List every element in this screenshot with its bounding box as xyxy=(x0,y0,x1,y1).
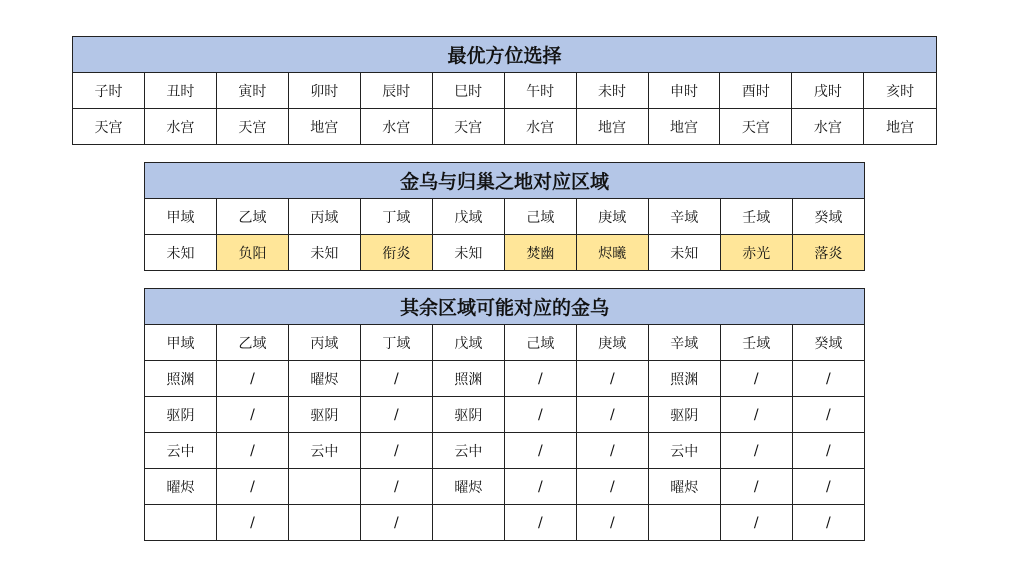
table-cell xyxy=(432,505,504,541)
region-cell: 乙域 xyxy=(216,325,288,361)
table-cell: / xyxy=(576,505,648,541)
table-cell: 曜烬 xyxy=(288,361,360,397)
table-cell: 云中 xyxy=(288,433,360,469)
table-title: 最优方位选择 xyxy=(73,37,937,73)
table-cell: / xyxy=(504,397,576,433)
table-cell: 云中 xyxy=(432,433,504,469)
region-cell: 庚域 xyxy=(576,199,648,235)
palace-cell: 水宫 xyxy=(144,109,216,145)
palace-cell: 水宫 xyxy=(504,109,576,145)
table-cell: / xyxy=(792,469,864,505)
crow-cell: 赤光 xyxy=(720,235,792,271)
crow-cell: 焚幽 xyxy=(504,235,576,271)
table-cell xyxy=(288,505,360,541)
table-cell xyxy=(145,505,217,541)
table-cell: 驱阴 xyxy=(288,397,360,433)
region-cell: 壬域 xyxy=(720,199,792,235)
table-cell: / xyxy=(504,361,576,397)
table-row xyxy=(145,505,865,541)
remaining-region-crow-table xyxy=(144,288,865,541)
region-cell: 丁域 xyxy=(360,199,432,235)
hour-cell: 辰时 xyxy=(360,73,432,109)
crow-cell: 负阳 xyxy=(216,235,288,271)
table-row xyxy=(145,397,865,433)
hour-cell: 丑时 xyxy=(144,73,216,109)
hour-cell: 子时 xyxy=(73,73,145,109)
crow-cell: 未知 xyxy=(648,235,720,271)
table-cell: / xyxy=(720,505,792,541)
table-cell: / xyxy=(216,469,288,505)
palace-cell: 地宫 xyxy=(288,109,360,145)
table-cell: / xyxy=(216,433,288,469)
table-cell: / xyxy=(792,397,864,433)
region-cell: 己域 xyxy=(504,199,576,235)
table-cell: 照渊 xyxy=(648,361,720,397)
palaces-row xyxy=(73,109,937,145)
palace-cell: 地宫 xyxy=(864,109,937,145)
hours-row xyxy=(73,73,937,109)
table-cell: / xyxy=(216,361,288,397)
table-cell: / xyxy=(216,505,288,541)
table-row xyxy=(145,433,865,469)
table-cell: / xyxy=(720,469,792,505)
table-cell: / xyxy=(720,397,792,433)
table-cell: / xyxy=(720,361,792,397)
region-cell: 己域 xyxy=(504,325,576,361)
region-cell: 庚域 xyxy=(576,325,648,361)
table-cell: / xyxy=(576,361,648,397)
table-cell: 照渊 xyxy=(145,361,217,397)
table-cell: / xyxy=(576,433,648,469)
region-cell: 癸域 xyxy=(792,325,864,361)
hour-cell: 戌时 xyxy=(792,73,864,109)
table-cell: 云中 xyxy=(145,433,217,469)
table-cell: / xyxy=(576,469,648,505)
region-cell: 丁域 xyxy=(360,325,432,361)
table-cell: 照渊 xyxy=(432,361,504,397)
crow-nest-region-table xyxy=(144,162,865,271)
hour-cell: 巳时 xyxy=(432,73,504,109)
hour-cell: 午时 xyxy=(504,73,576,109)
table-cell: 曜烬 xyxy=(432,469,504,505)
table-cell: / xyxy=(216,397,288,433)
table-cell: / xyxy=(360,505,432,541)
table-cell: / xyxy=(792,361,864,397)
table-cell xyxy=(288,469,360,505)
table-cell: / xyxy=(504,469,576,505)
crow-cell: 落炎 xyxy=(792,235,864,271)
region-cell: 壬域 xyxy=(720,325,792,361)
region-cell: 丙域 xyxy=(288,199,360,235)
table-cell: / xyxy=(504,505,576,541)
hour-cell: 卯时 xyxy=(288,73,360,109)
hour-cell: 酉时 xyxy=(720,73,792,109)
palace-cell: 水宫 xyxy=(360,109,432,145)
hour-cell: 未时 xyxy=(576,73,648,109)
palace-cell: 地宫 xyxy=(648,109,720,145)
palace-cell: 天宫 xyxy=(73,109,145,145)
region-cell: 丙域 xyxy=(288,325,360,361)
optimal-direction-table xyxy=(72,36,937,145)
table-cell: / xyxy=(360,397,432,433)
region-cell: 癸域 xyxy=(792,199,864,235)
table-row xyxy=(145,469,865,505)
table-cell: 曜烬 xyxy=(648,469,720,505)
palace-cell: 天宫 xyxy=(432,109,504,145)
table-title: 其余区域可能对应的金乌 xyxy=(145,289,865,325)
hour-cell: 申时 xyxy=(648,73,720,109)
palace-cell: 水宫 xyxy=(792,109,864,145)
palace-cell: 地宫 xyxy=(576,109,648,145)
region-cell: 戊域 xyxy=(432,199,504,235)
table-cell: / xyxy=(360,361,432,397)
table-cell: / xyxy=(504,433,576,469)
region-cell: 甲域 xyxy=(145,325,217,361)
table-cell: / xyxy=(360,433,432,469)
crow-cell: 衔炎 xyxy=(360,235,432,271)
region-cell: 辛域 xyxy=(648,199,720,235)
palace-cell: 天宫 xyxy=(720,109,792,145)
hour-cell: 寅时 xyxy=(216,73,288,109)
regions-row xyxy=(145,199,865,235)
palace-cell: 天宫 xyxy=(216,109,288,145)
region-cell: 辛域 xyxy=(648,325,720,361)
regions-row xyxy=(145,325,865,361)
hour-cell: 亥时 xyxy=(864,73,937,109)
region-cell: 甲域 xyxy=(145,199,217,235)
table-row xyxy=(145,361,865,397)
crows-row xyxy=(145,235,865,271)
table-cell: 驱阴 xyxy=(432,397,504,433)
crow-cell: 未知 xyxy=(288,235,360,271)
table-title: 金乌与归巢之地对应区域 xyxy=(145,163,865,199)
table-cell: / xyxy=(720,433,792,469)
table-cell: / xyxy=(792,505,864,541)
crow-cell: 未知 xyxy=(145,235,217,271)
table-cell: 曜烬 xyxy=(145,469,217,505)
table-cell: / xyxy=(576,397,648,433)
table-cell: / xyxy=(360,469,432,505)
crow-cell: 烬曦 xyxy=(576,235,648,271)
table-cell: / xyxy=(792,433,864,469)
crow-cell: 未知 xyxy=(432,235,504,271)
table-cell: 云中 xyxy=(648,433,720,469)
table-cell: 驱阴 xyxy=(145,397,217,433)
table-cell xyxy=(648,505,720,541)
table-cell: 驱阴 xyxy=(648,397,720,433)
region-cell: 乙域 xyxy=(216,199,288,235)
region-cell: 戊域 xyxy=(432,325,504,361)
